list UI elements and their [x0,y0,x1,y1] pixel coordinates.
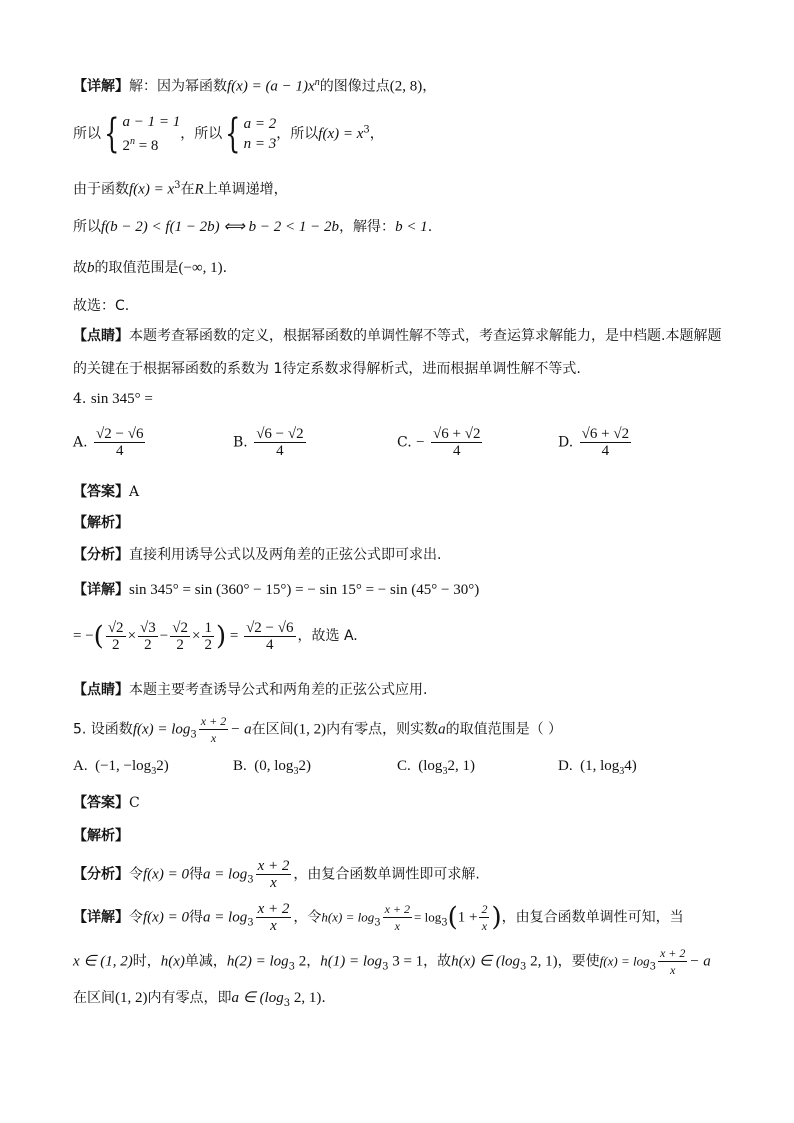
q5-option-c: C. ($\log_32$, 1) [397,758,475,777]
q4-option-b: B. $\frac{√6 - √2}{4}$ [233,426,304,459]
solution-line-4: 所以f(b − 2) < f(1 − 2b) ⟺ b − 2 < 1 − 2b，解得：b < 1. [73,219,433,235]
solution-line-3: 由于函数$f(x) = x^3$在R上单调递增， [73,180,288,198]
solution-line-2: 所以{ a − 1 = 1 $2^n = 8$，所以{ a = 2 n = 3，所以$f(x) = x^3$， [73,111,384,157]
q5-detail-3: 在区间(1, 2)内有零点，即a ∈ ($\log_3$ 2, 1). [73,990,326,1009]
equation-system-2: a = 2 n = 3 [243,116,277,152]
left-brace: { [104,111,120,157]
q5-analysis: 【分析】令f(x) = 0得$a = \log_3$ $\frac{x + 2}{x}$ ，由复合函数单调性即可求解. [73,858,480,891]
solution-line-1: 【详解】解：因为幂函数$f(x) = (a - 1)x^n$的图像过点(2, 8)， [73,77,437,95]
question-5: 5. 设函数$f(x) = \log_3$ $\frac{x + 2}{x}$ − a在区间(1, 2)内有零点，则实数a的取值范围是（ ） [73,714,563,745]
choice-line: 故选：C. [73,298,130,314]
q5-detail-1: 【详解】令f(x) = 0得$a = \log_3$ $\frac{x + 2}{x}$ ，令$h(x) = \log_3$ $\frac{x + 2}{x}$ = $\log_3(1$ + $\frac{2}{x}$ )，由复合函数单调性可知，当 [73,901,684,934]
q4-remark: 【点睛】本题主要考查诱导公式和两角差的正弦公式应用. [73,682,428,698]
q5-analysis-heading: 【解析】 [73,828,129,844]
equation-system-1: a − 1 = 1 $2^n = 8$ [122,114,181,154]
left-brace: { [225,111,241,157]
q4-detail-1: 【详解】sin 345° = sin (360° − 15°) = − sin 15° = − sin (45° − 30°) [73,582,480,598]
q4-detail-2: = −( $\frac{√2}{2}$ × $\frac{√3}{2}$ − $\frac{√2}{2}$ × $\frac{1}{2}$ ) = $\frac{√2 - √6}{4}$ ，故选 A. [73,620,358,653]
remark-line-2: 的关键在于根据幂函数的系数为 1待定系数求得解析式，进而根据单调性解不等式. [73,361,581,377]
q4-answer: 【答案】A [73,484,140,500]
q5-option-d: D. (1, $\log_34$) [558,758,637,777]
q5-detail-2: x ∈ (1, 2)时，h(x)单减，$h(2) = \log_3 2$，$h(1) = \log_3 3 = 1$，故h(x) ∈ ($\log_3$ 2, 1)，要使$f(x) = \log_3$ $\frac{x + 2}{x}$ − a [73,946,711,977]
q4-analysis-heading: 【解析】 [73,515,129,531]
q5-option-b: B. (0, $\log_32$) [233,758,311,777]
q4-option-c: C. − $\frac{√6 + √2}{4}$ [397,426,481,459]
question-4: 4. sin 345° = [73,391,153,407]
q4-option-a: A. $\frac{√2 - √6}{4}$ [73,426,144,459]
q4-option-d: D. $\frac{√6 + √2}{4}$ [558,426,630,459]
q4-analysis: 【分析】直接利用诱导公式以及两角差的正弦公式即可求出. [73,547,442,563]
detail-tag: 【详解】 [73,78,129,95]
solution-line-5: 故b的取值范围是(−∞, 1). [73,260,228,276]
remark-line-1: 【点睛】本题考查幂函数的定义，根据幂函数的单调性解不等式，考查运算求解能力，是中档题.本题解题 [73,328,722,344]
q5-answer: 【答案】C [73,795,140,811]
q5-option-a: A. (−1, $-\log_32$) [73,758,169,777]
